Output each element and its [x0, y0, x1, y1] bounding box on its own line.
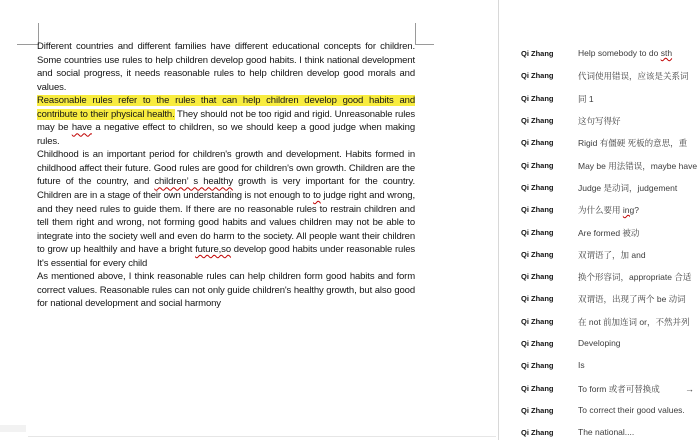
- comment-author: Qi Zhang: [521, 227, 554, 237]
- comment[interactable]: [499, 113, 700, 135]
- comment[interactable]: [499, 68, 700, 90]
- text-run: ?: [634, 205, 639, 216]
- comment-author: Qi Zhang: [521, 160, 554, 170]
- squiggly-flagged-text: children’ s healthy: [154, 176, 233, 188]
- comment-author: Qi Zhang: [521, 361, 554, 371]
- comment[interactable]: [499, 158, 700, 180]
- comment-text: [578, 93, 594, 105]
- text-run: judge right and wrong, and they need rules to guide them. If there are no reasonable rules to restrain children and tell them right and wrong, not forming good habits and values children may not be able to integrate into the society well and even do harm to the society. All people want their children to grow up healthily and have a bright: [37, 190, 415, 256]
- text-run: 这句写得好: [578, 115, 621, 126]
- comment[interactable]: [499, 425, 700, 440]
- comment-author: Qi Zhang: [521, 272, 554, 282]
- comment[interactable]: [499, 269, 700, 291]
- text-run: Judge 是动词，judgement: [578, 182, 678, 193]
- text-run: 为什么要用: [578, 205, 623, 216]
- comment-author: Qi Zhang: [521, 383, 554, 393]
- comment-text: [578, 405, 685, 415]
- comment-author: Qi Zhang: [521, 93, 554, 103]
- comment-text: [578, 360, 585, 370]
- comment-author: Qi Zhang: [521, 316, 554, 326]
- text-run: To form 或者可替换成: [578, 383, 660, 394]
- comment-text: [578, 383, 660, 395]
- paragraph[interactable]: [37, 270, 415, 311]
- page-corner-shadow: [0, 425, 26, 432]
- comment-text: [578, 137, 687, 149]
- comment-text: [578, 48, 672, 58]
- text-run: Help somebody to do: [578, 48, 661, 58]
- comment-author: Qi Zhang: [521, 428, 554, 438]
- squiggly-flagged-text: future,so: [195, 244, 231, 256]
- paragraph[interactable]: [37, 148, 415, 270]
- text-run: To correct their good values.: [578, 405, 685, 415]
- text-run: Developing: [578, 338, 621, 349]
- comment[interactable]: [499, 403, 700, 425]
- text-run: 代词使用错误，应该是关系词: [578, 71, 689, 82]
- margin-crop-mark-top-left: [17, 23, 39, 45]
- comment[interactable]: [499, 381, 700, 403]
- text-run: They should not be too rigid and rigid. Unreasonable rules may be: [37, 108, 415, 134]
- text-run: Rigid 有僵硬 死板的意思，重: [578, 138, 688, 149]
- comment-text: [578, 182, 677, 194]
- text-run: Is: [578, 360, 585, 371]
- comment-author: Qi Zhang: [521, 406, 554, 415]
- squiggly-flagged-text: ing: [622, 205, 635, 216]
- squiggly-flagged-text: have: [71, 122, 92, 134]
- text-run: The national....: [578, 427, 635, 438]
- comment-text: [578, 338, 621, 348]
- squiggly-flagged-text: sth: [660, 48, 673, 58]
- highlighted-text: Reasonable rules refer to the rules that can help children develop good habits and contribute to their physical health.: [37, 95, 415, 120]
- text-run: 双谓语了，加 and: [578, 249, 646, 260]
- comment-author: Qi Zhang: [521, 71, 554, 81]
- page-bottom-edge: [28, 436, 496, 437]
- comment-text: [578, 293, 686, 305]
- comment[interactable]: [499, 247, 700, 269]
- text-run: develop good habits under reasonable rules It's essential for every child: [37, 244, 415, 269]
- comment-author: Qi Zhang: [521, 49, 554, 58]
- comment[interactable]: [499, 314, 700, 336]
- comment-text: [578, 227, 639, 239]
- paragraph[interactable]: [37, 94, 415, 148]
- squiggly-flagged-text: to: [313, 190, 321, 202]
- comments-panel: [499, 46, 700, 440]
- comment[interactable]: [499, 91, 700, 113]
- text-run: 双谓语，出现了两个 be 动词: [578, 294, 686, 305]
- text-run: As mentioned above, I think reasonable rules can help children form good habits and form correct values. Reasonable rules can not only guide children's healthy growth, but also good for national development and social harmony: [37, 271, 415, 310]
- comment[interactable]: [499, 135, 700, 157]
- text-run: 换个形容词，appropriate 合适: [578, 272, 692, 283]
- comment-author: Qi Zhang: [521, 339, 554, 349]
- text-run: Childhood is an important period for children's growth and development. Habits formed in childhood affect their future. Good rules are good for children's own growth. Children are the future of the country, and: [37, 149, 415, 188]
- comment[interactable]: [499, 202, 700, 224]
- comment[interactable]: [499, 291, 700, 313]
- comment-text: [578, 249, 646, 261]
- comment-author: Qi Zhang: [521, 138, 554, 148]
- arrow-icon: →: [685, 383, 694, 394]
- document-text[interactable]: [37, 40, 415, 311]
- margin-crop-mark-top-right: [415, 23, 434, 45]
- comment[interactable]: [499, 336, 700, 358]
- comment[interactable]: [499, 180, 700, 202]
- comment-text: [578, 160, 697, 172]
- comment-text: [578, 115, 621, 127]
- comment-author: Qi Zhang: [521, 294, 554, 304]
- comment-author: Qi Zhang: [521, 249, 554, 259]
- text-run: a negative effect to children, so we should keep a good judge when making rules.: [37, 122, 416, 147]
- comment[interactable]: [499, 225, 700, 247]
- paragraph[interactable]: [37, 40, 415, 94]
- text-run: Different countries and different families have different educational concepts for children. Some countries use rules to help children develop good habits. I think national development and social progress, it needs reasonable rules to help children develop good morals and values.: [37, 41, 415, 93]
- comment-text: [578, 316, 689, 328]
- text-run: 同 1: [578, 93, 594, 104]
- comment[interactable]: [499, 46, 700, 68]
- comment-author: Qi Zhang: [521, 182, 554, 192]
- comment-author: Qi Zhang: [521, 205, 554, 215]
- comment-text: [578, 271, 691, 283]
- text-run: growth is very important for the country. Children are in a stage of their own understanding is not enough to: [37, 176, 415, 202]
- text-run: 在 not 前加连词 or，不然并列: [578, 316, 690, 327]
- comment-author: Qi Zhang: [521, 115, 554, 125]
- text-run: Are formed 被动: [578, 227, 640, 238]
- comment-text: [578, 204, 639, 216]
- comment[interactable]: [499, 358, 700, 380]
- text-run: May be 用法错误，maybe have: [578, 160, 698, 171]
- comment-text: [578, 427, 634, 437]
- comment-text: [578, 70, 689, 82]
